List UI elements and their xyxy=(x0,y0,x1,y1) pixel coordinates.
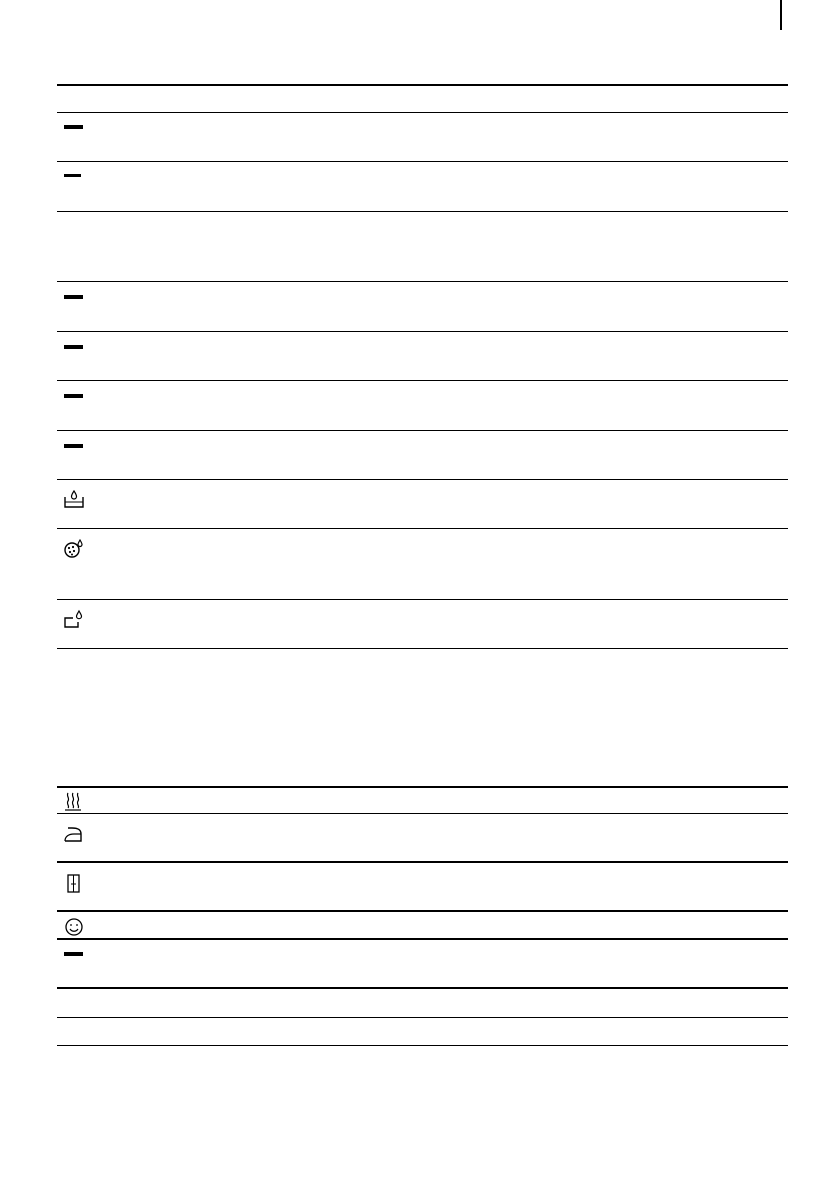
page-edge-marker xyxy=(780,0,782,30)
filter-drop-icon xyxy=(62,538,86,560)
table2-row-6 xyxy=(57,991,788,1018)
dash-icon xyxy=(64,394,83,398)
table1-top-rule xyxy=(57,84,788,86)
table1-row-2 xyxy=(57,163,788,212)
steam-icon xyxy=(62,791,86,813)
table2-row-2 xyxy=(57,815,788,863)
water-tank-drop-icon xyxy=(62,489,86,511)
table1-row-3 xyxy=(57,213,788,282)
dash-icon xyxy=(64,295,83,299)
table2-row-4 xyxy=(57,914,788,940)
hose-drop-icon xyxy=(62,609,86,631)
dash-icon xyxy=(64,444,83,448)
table2-row-7 xyxy=(57,1019,788,1046)
table1-row-1 xyxy=(57,113,788,162)
table1-row-9 xyxy=(57,530,788,600)
table1-row-8 xyxy=(57,481,788,529)
table1-row-6 xyxy=(57,382,788,431)
table1-row-5 xyxy=(57,333,788,381)
wardrobe-icon xyxy=(62,873,86,895)
table2-row-3 xyxy=(57,865,788,912)
dash-icon xyxy=(64,345,83,349)
smile-face-icon xyxy=(62,916,86,938)
table1-row-7 xyxy=(57,432,788,480)
table2-row-1 xyxy=(57,788,788,814)
table1-row-10 xyxy=(57,601,788,649)
dash-icon xyxy=(64,125,83,129)
dash-icon xyxy=(64,174,81,177)
table2-row-5 xyxy=(57,942,788,989)
dash-icon xyxy=(64,952,83,956)
table1-row-4 xyxy=(57,283,788,332)
iron-icon xyxy=(62,823,86,845)
